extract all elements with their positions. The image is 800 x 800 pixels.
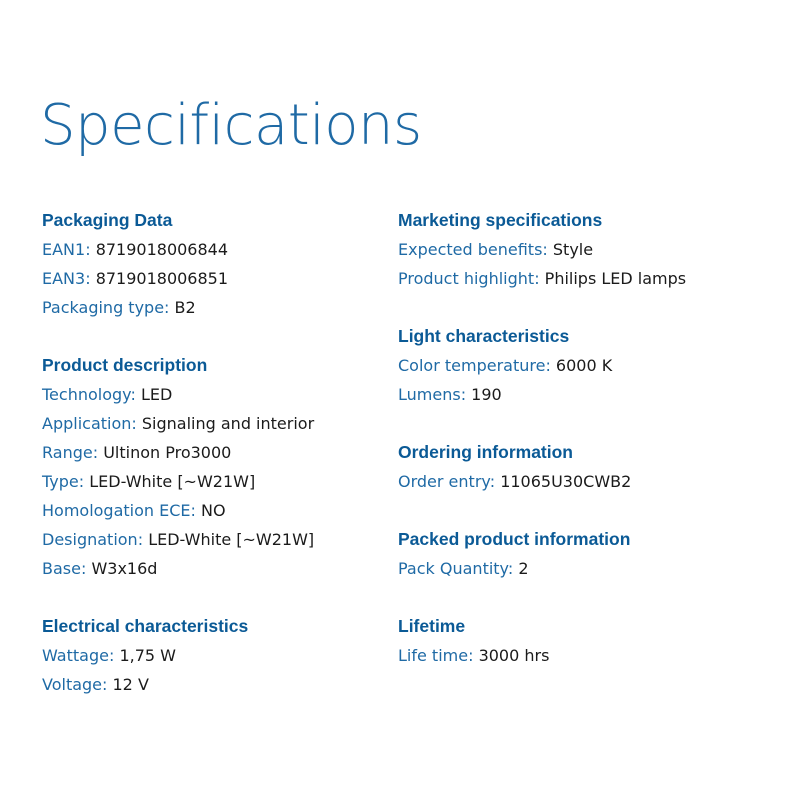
- spec-section-ordering-information: [398, 438, 788, 496]
- spec-label: Technology: [42, 385, 131, 404]
- section-heading: Packaging Data: [42, 210, 173, 230]
- spec-value: NO: [201, 501, 226, 520]
- spec-row-order-entry: Order entry: 11065U30CWB2: [398, 472, 632, 491]
- spec-value: 11065U30CWB2: [500, 472, 632, 491]
- spec-section-product-description: [42, 351, 382, 583]
- spec-section-packed-product-information: [398, 525, 788, 583]
- spec-value: 6000 K: [555, 356, 613, 375]
- spec-row-voltage: Voltage: 12 V: [42, 675, 149, 694]
- spec-value: 2: [518, 559, 529, 578]
- spec-row-lumens: Lumens: 190: [398, 385, 502, 404]
- spec-value: Philips LED lamps: [544, 269, 687, 288]
- spec-row-ean1: EAN1: 8719018006844: [42, 240, 229, 259]
- spec-section-electrical-characteristics: [42, 612, 382, 699]
- spec-label: Designation: [42, 530, 138, 549]
- spec-label: Base: [42, 559, 81, 578]
- spec-value: W3x16d: [91, 559, 158, 578]
- spec-value: 12 V: [112, 675, 149, 694]
- spec-label: Type: [42, 472, 79, 491]
- spec-row-technology: Technology: LED: [42, 385, 173, 404]
- spec-row-range: Range: Ultinon Pro3000: [42, 443, 232, 462]
- spec-label: Range: [42, 443, 93, 462]
- spec-row-base: Base: W3x16d: [42, 559, 158, 578]
- section-heading: Product description: [42, 355, 208, 375]
- spec-row-type: Type: LED-White [~W21W]: [42, 472, 256, 491]
- spec-label: Life time: [398, 646, 469, 665]
- spec-section-lifetime: [398, 612, 788, 670]
- spec-row-life-time: Life time: 3000 hrs: [398, 646, 550, 665]
- spec-label: Wattage: [42, 646, 109, 665]
- spec-value: LED-White [~W21W]: [148, 530, 315, 549]
- spec-value: Style: [552, 240, 594, 259]
- spec-section-marketing-specifications: [398, 206, 788, 293]
- spec-row-product-highlight: Product highlight: Philips LED lamps: [398, 269, 687, 288]
- section-heading: Packed product information: [398, 529, 631, 549]
- spec-row-designation: Designation: LED-White [~W21W]: [42, 530, 315, 549]
- spec-label: Homologation ECE: [42, 501, 191, 520]
- spec-section-packaging-data: [42, 206, 382, 322]
- spec-row-pack-quantity: Pack Quantity: 2: [398, 559, 529, 578]
- spec-label: EAN3: [42, 269, 86, 288]
- section-heading: Light characteristics: [398, 326, 570, 346]
- spec-row-wattage: Wattage: 1,75 W: [42, 646, 176, 665]
- spec-label: Packaging type: [42, 298, 165, 317]
- spec-value: LED: [140, 385, 173, 404]
- section-heading: Lifetime: [398, 616, 466, 636]
- spec-section-light-characteristics: [398, 322, 788, 409]
- spec-value: 8719018006851: [95, 269, 229, 288]
- spec-value: LED-White [~W21W]: [89, 472, 256, 491]
- spec-value: Signaling and interior: [141, 414, 315, 433]
- spec-row-expected-benefits: Expected benefits: Style: [398, 240, 594, 259]
- spec-value: B2: [174, 298, 196, 317]
- spec-value: 3000 hrs: [478, 646, 550, 665]
- spec-row-homologation-ece: Homologation ECE: NO: [42, 501, 226, 520]
- section-heading: Electrical characteristics: [42, 616, 249, 636]
- spec-label: Product highlight: [398, 269, 535, 288]
- spec-column-right: [398, 206, 788, 699]
- spec-row-application: Application: Signaling and interior: [42, 414, 315, 433]
- spec-row-packaging-type: Packaging type: B2: [42, 298, 196, 317]
- spec-label: Pack Quantity: [398, 559, 508, 578]
- spec-label: Expected benefits: [398, 240, 543, 259]
- spec-row-ean3: EAN3: 8719018006851: [42, 269, 229, 288]
- spec-label: Application: [42, 414, 132, 433]
- spec-value: 1,75 W: [119, 646, 176, 665]
- spec-label: Voltage: [42, 675, 103, 694]
- page-title: Specifications: [40, 93, 422, 158]
- spec-value: 8719018006844: [95, 240, 229, 259]
- spec-column-left: [42, 206, 382, 728]
- spec-label: Lumens: [398, 385, 461, 404]
- spec-label: Order entry: [398, 472, 490, 491]
- spec-value: Ultinon Pro3000: [103, 443, 232, 462]
- spec-value: 190: [471, 385, 502, 404]
- section-heading: Ordering information: [398, 442, 573, 462]
- spec-row-color-temperature: Color temperature: 6000 K: [398, 356, 613, 375]
- section-heading: Marketing specifications: [398, 210, 603, 230]
- spec-label: EAN1: [42, 240, 86, 259]
- spec-label: Color temperature: [398, 356, 546, 375]
